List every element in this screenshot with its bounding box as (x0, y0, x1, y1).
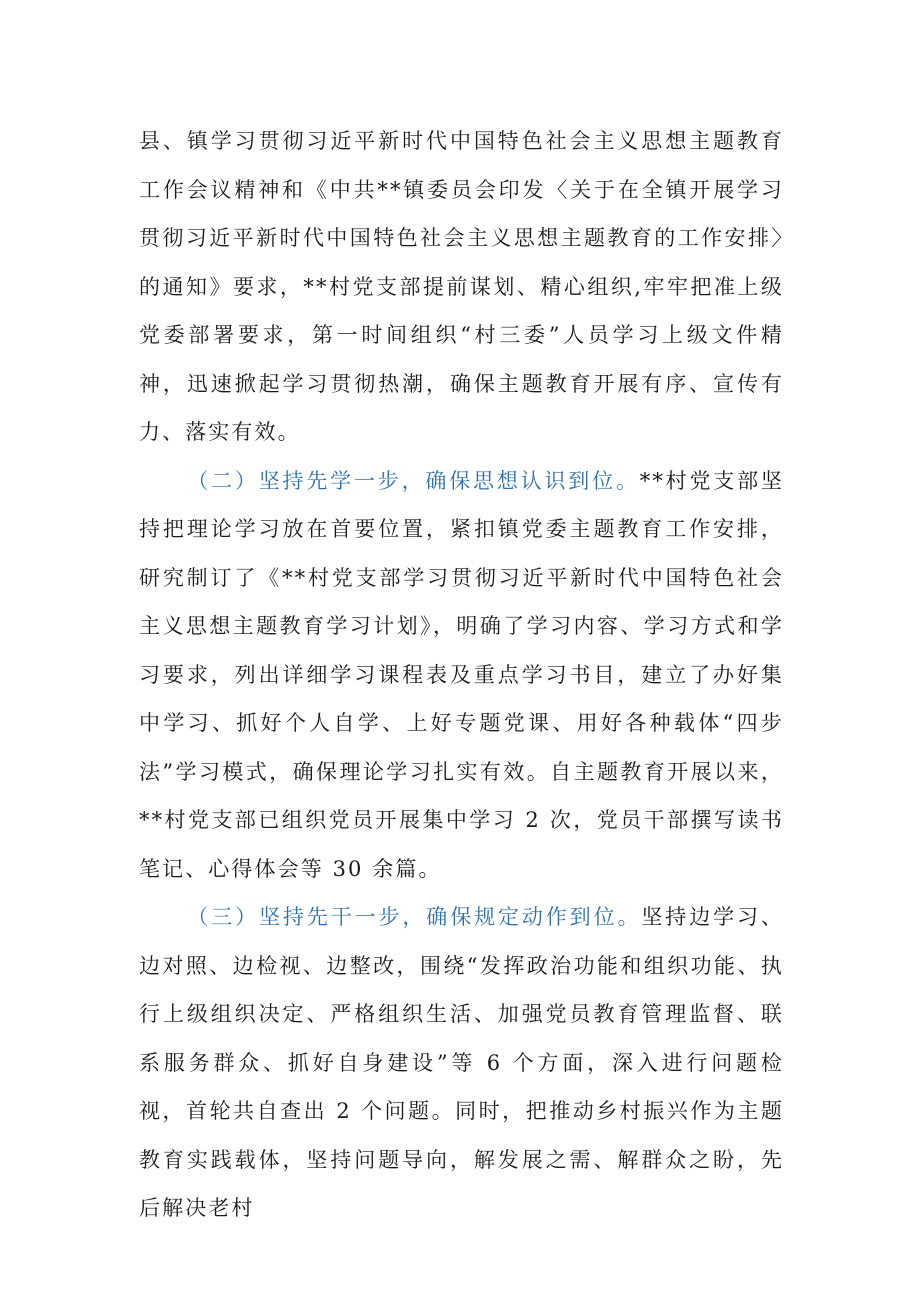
document-body (139, 117, 784, 1233)
section-heading: （三）坚持先干一步，确保规定动作到位。 (187, 905, 642, 929)
paragraph-section-2 (139, 457, 784, 894)
section-heading: （二）坚持先学一步，确保思想认识到位。 (187, 468, 640, 493)
paragraph-body: 县、镇学习贯彻习近平新时代中国特色社会主义思想主题教育工作会议精神和《中共**镇委员会印发〈关于在全镇开展学习贯彻习近平新时代中国特色社会主义思想主题教育的工作安排〉的通知》要求，**村党支部提前谋划、精心组织,牢牢把准上级党委部署要求，第一时间组织“村三委”人员学习上级文件精神，迅速掀起学习贯彻热潮，确保主题教育开展有序、宣传有力、落实有效。 (139, 129, 784, 444)
paragraph-section-3 (139, 893, 784, 1233)
paragraph-body: 坚持边学习、边对照、边检视、边整改，围绕“发挥政治功能和组织功能、执行上级组织决定、严格组织生活、加强党员教育管理监督、联系服务群众、抓好自身建设”等 6 个方面，深入进行问题检视，首轮共自查出 2 个问题。同时，把推动乡村振兴作为主题教育实践载体，坚持问题导向，解发展之需、解群众之盼，先后解决老村 (139, 905, 784, 1220)
paragraph-intro-continuation (139, 117, 784, 457)
paragraph-body: **村党支部坚持把理论学习放在首要位置，紧扣镇党委主题教育工作安排，研究制订了《**村党支部学习贯彻习近平新时代中国特色社会主义思想主题教育学习计划》，明确了学习内容、学习方式和学习要求，列出详细学习课程表及重点学习书目，建立了办好集中学习、抓好个人自学、上好专题党课、用好各种载体“四步法”学习模式，确保理论学习扎实有效。自主题教育开展以来，**村党支部已组织党员开展集中学习 2 次，党员干部撰写读书笔记、心得体会等 30 余篇。 (139, 468, 784, 881)
